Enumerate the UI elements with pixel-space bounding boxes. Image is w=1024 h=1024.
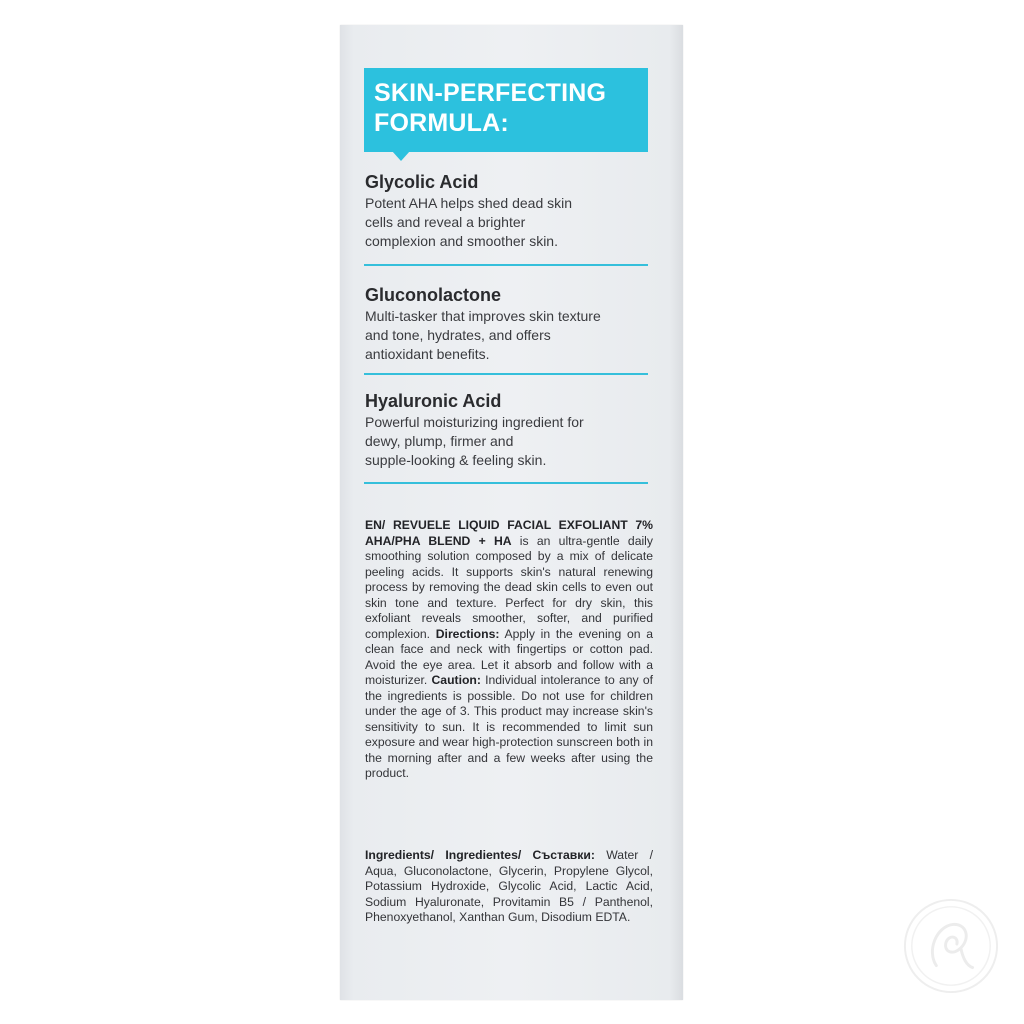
ingredient-desc-line: antioxidant benefits.: [365, 346, 490, 362]
ingredient-hyaluronic: [365, 390, 649, 470]
ingredient-title: Hyaluronic Acid: [365, 391, 502, 411]
ingredient-desc-line: dewy, plump, firmer and: [365, 433, 514, 449]
caution-label: Caution:: [431, 673, 481, 687]
banner-pointer: [392, 151, 410, 161]
ingredients-list: [365, 848, 653, 926]
ingredient-desc-line: Potent AHA helps shed dead skin: [365, 195, 573, 211]
divider: [364, 482, 648, 484]
ingredients-text: Water / Aqua, Gluconolactone, Glycerin, Propylene Glycol, Potassium Hydroxide, Glycolic Acid, Lactic Acid, Sodium Hyaluronate, Provitamin B5 / Panthenol, Phenoxyethanol, Xanthan Gum, Disodium EDTA.: [365, 848, 653, 924]
directions-text: Apply in the evening on a clean face and neck with fingertips or cotton pad. Avoid the eye area. Let it absorb and follow with a moisturizer.: [365, 626, 653, 687]
formula-banner: [364, 68, 648, 152]
ingredient-desc-line: complexion and smoother skin.: [365, 233, 558, 249]
directions-label: Directions:: [435, 626, 500, 641]
ingredient-desc-line: Powerful moisturizing ingredient for: [365, 414, 584, 430]
divider: [364, 264, 648, 266]
ingredient-glycolic: [365, 171, 649, 251]
divider: [364, 373, 648, 375]
ingredient-gluconolactone: [365, 284, 649, 364]
ingredient-desc-line: and tone, hydrates, and offers: [365, 327, 551, 343]
ingredient-desc-line: supple-looking & feeling skin.: [365, 452, 547, 468]
seal-logo-icon: [902, 897, 1000, 995]
ingredient-description: [365, 307, 649, 364]
ingredients-label: Ingredients/ Ingredientes/ Съставки:: [365, 848, 595, 862]
ingredient-desc-line: Multi-tasker that improves skin texture: [365, 308, 601, 324]
product-name: EN/ REVUELE LIQUID FACIAL EXFOLIANT 7% AHA/PHA BLEND + HA: [365, 518, 653, 548]
ingredient-desc-line: cells and reveal a brighter: [365, 214, 526, 230]
banner-line-1: SKIN-PERFECTING: [374, 79, 607, 107]
product-description: [365, 518, 653, 782]
ingredient-title: Gluconolactone: [365, 285, 502, 305]
banner-heading: [374, 78, 606, 138]
banner-line-2: FORMULA:: [374, 109, 509, 137]
ingredient-description: [365, 194, 649, 251]
ingredient-title: Glycolic Acid: [365, 172, 479, 192]
ingredient-description: [365, 413, 649, 470]
caution-text: Individual intolerance to any of the ingredients is possible. Do not use for children under the age of 3. This product may increase skin's sensitivity to sun. It is recommended to limit sun exposure and wear high-protection sunscreen both in the morning after and a few weeks after using the product.: [365, 673, 653, 780]
description-intro: is an ultra-gentle daily smoothing solution composed by a mix of delicate peeling acids. It supports skin's natural renewing process by removing the dead skin cells to even out skin tone and texture. Perfect for dry skin, this exfoliant reveals smoother, softer, and purified complexion.: [365, 533, 653, 641]
